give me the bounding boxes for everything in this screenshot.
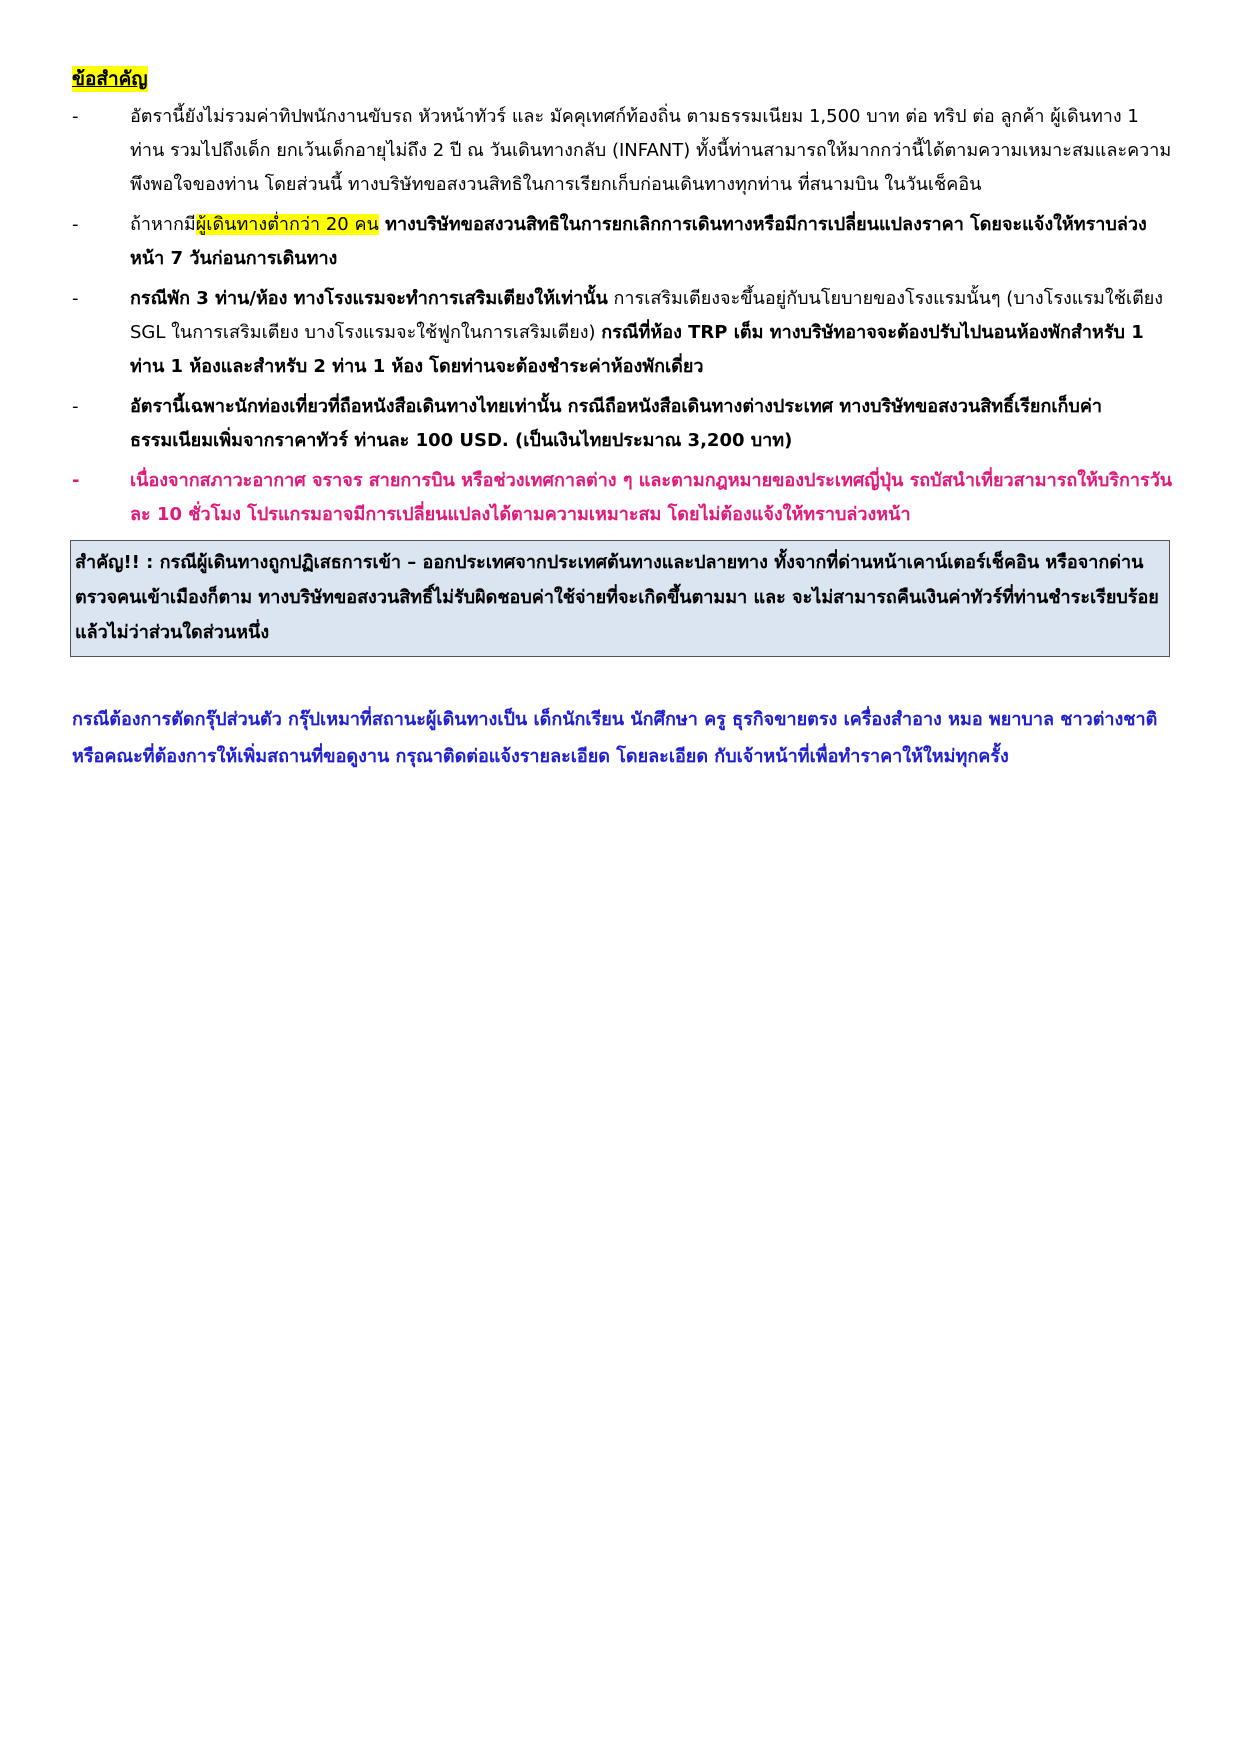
note-min-travelers-post: โดยจะแจ้งให้ทราบล่วงหน้า 7 วันก่อนการเดินทาง bbox=[130, 214, 1147, 269]
bullet-dash: - bbox=[72, 396, 79, 417]
note-tip bbox=[72, 100, 1177, 202]
note-triple-room-text: การเสริมเตียงจะขึ้นอยู่กับนโยบายของโรงแรมนั้นๆ (บางโรงแรมใช้เตียง SGL ในการเสริมเตียง บางโรงแรมจะใช้ฟูกในการเสริมเตียง) bbox=[130, 288, 1164, 343]
note-triple-room-bold-2: กรณีที่ห้อง TRP เต็ม ทางบริษัทอาจจะต้องปรับไปนอนห้องพักสำหรับ 1 ท่าน 1 ห้องและสำหรับ 2 ท่าน 1 ห้อง โดยท่านจะต้องชำระค่าห้องพักเดี่ยว bbox=[130, 322, 1144, 377]
bullet-dash: - bbox=[72, 214, 79, 235]
note-min-travelers-highlight: ผู้เดินทางต่ำกว่า 20 คน bbox=[195, 214, 379, 235]
bullet-dash: - bbox=[72, 470, 80, 491]
note-schedule-change bbox=[72, 464, 1177, 532]
note-min-travelers-pre: ถ้าหากมี bbox=[130, 214, 196, 235]
note-triple-room-bold: กรณีพัก 3 ท่าน/ห้อง ทางโรงแรมจะทำการเสริมเตียงให้เท่านั้น bbox=[130, 288, 608, 309]
bullet-dash: - bbox=[72, 288, 79, 309]
important-notice-text: สำคัญ!! : กรณีผู้เดินทางถูกปฏิเสธการเข้า – ออกประเทศจากประเทศต้นทางและปลายทาง ทั้งจากที่ด่านหน้าเคาน์เตอร์เช็คอิน หรือจากด่านตรวจคนเข้าเมืองก็ตาม ทางบริษัทขอสงวนสิทธิ์ไม่รับผิดชอบค่าใช้จ่ายที่จะเกิดขึ้นตามมา และ จะไม่สามารถคืนเงินค่าทัวร์ที่ท่านชำระเรียบร้อยแล้วไม่ว่าส่วนใดส่วนหนึ่ง bbox=[75, 552, 1159, 643]
section-heading: ข้อสำคัญ bbox=[72, 68, 148, 90]
note-min-travelers-mid: ทางบริษัทขอสงวนสิทธิในการยกเลิกการเดินทางหรือมีการเปลี่ยนแปลงราคา bbox=[378, 214, 964, 235]
notes-list bbox=[72, 100, 1177, 532]
note-passport bbox=[72, 390, 1177, 458]
important-notice-box bbox=[70, 540, 1170, 657]
bullet-dash: - bbox=[72, 106, 79, 127]
private-group-note: กรณีต้องการตัดกรุ๊ปส่วนตัว กรุ๊ปเหมาที่สถานะผู้เดินทางเป็น เด็กนักเรียน นักศึกษา ครู ธุรกิจขายตรง เครื่องสำอาง หมอ พยาบาล ชาวต่างชาติ หรือคณะที่ต้องการให้เพิ่มสถานที่ขอดูงาน กรุณาติดต่อแจ้งรายละเอียด โดยละเอียด กับเจ้าหน้าที่เพื่อทำราคาให้ใหม่ทุกครั้ง bbox=[72, 709, 1158, 767]
note-schedule-change-text: เนื่องจากสภาวะอากาศ จราจร สายการบิน หรือช่วงเทศกาลต่าง ๆ และตามกฎหมายของประเทศญี่ปุ่น รถบัสนำเที่ยวสามารถให้บริการวันละ 10 ชั่วโมง โปรแกรมอาจมีการเปลี่ยนแปลงได้ตามความเหมาะสม โดยไม่ต้องแจ้งให้ทราบล่วงหน้า bbox=[130, 470, 1173, 525]
document-page bbox=[72, 66, 1177, 775]
note-tip-text: อัตรานี้ยังไม่รวมค่าทิปพนักงานขับรถ หัวหน้าทัวร์ และ มัคคุเทศก์ท้องถิ่น ตามธรรมเนียม 1,500 บาท ต่อ ทริป ต่อ ลูกค้า ผู้เดินทาง 1 ท่าน รวมไปถึงเด็ก ยกเว้นเด็กอายุไม่ถึง 2 ปี ณ วันเดินทางกลับ (INFANT) ทั้งนี้ท่านสามารถให้มากกว่านี้ได้ตามความเหมาะสมและความพึงพอใจของท่าน โดยส่วนนี้ ทางบริษัทขอสงวนสิทธิในการเรียกเก็บก่อนเดินทางทุกท่าน ที่สนามบิน ในวันเช็คอิน bbox=[130, 106, 1172, 195]
note-passport-text: อัตรานี้เฉพาะนักท่องเที่ยวที่ถือหนังสือเดินทางไทยเท่านั้น กรณีถือหนังสือเดินทางต่างประเทศ ทางบริษัทขอสงวนสิทธิ์เรียกเก็บค่าธรรมเนียมเพิ่มจากราคาทัวร์ ท่านละ 100 USD. (เป็นเงินไทยประมาณ 3,200 บาท) bbox=[130, 396, 1102, 451]
note-min-travelers bbox=[72, 208, 1177, 276]
note-triple-room bbox=[72, 282, 1177, 384]
